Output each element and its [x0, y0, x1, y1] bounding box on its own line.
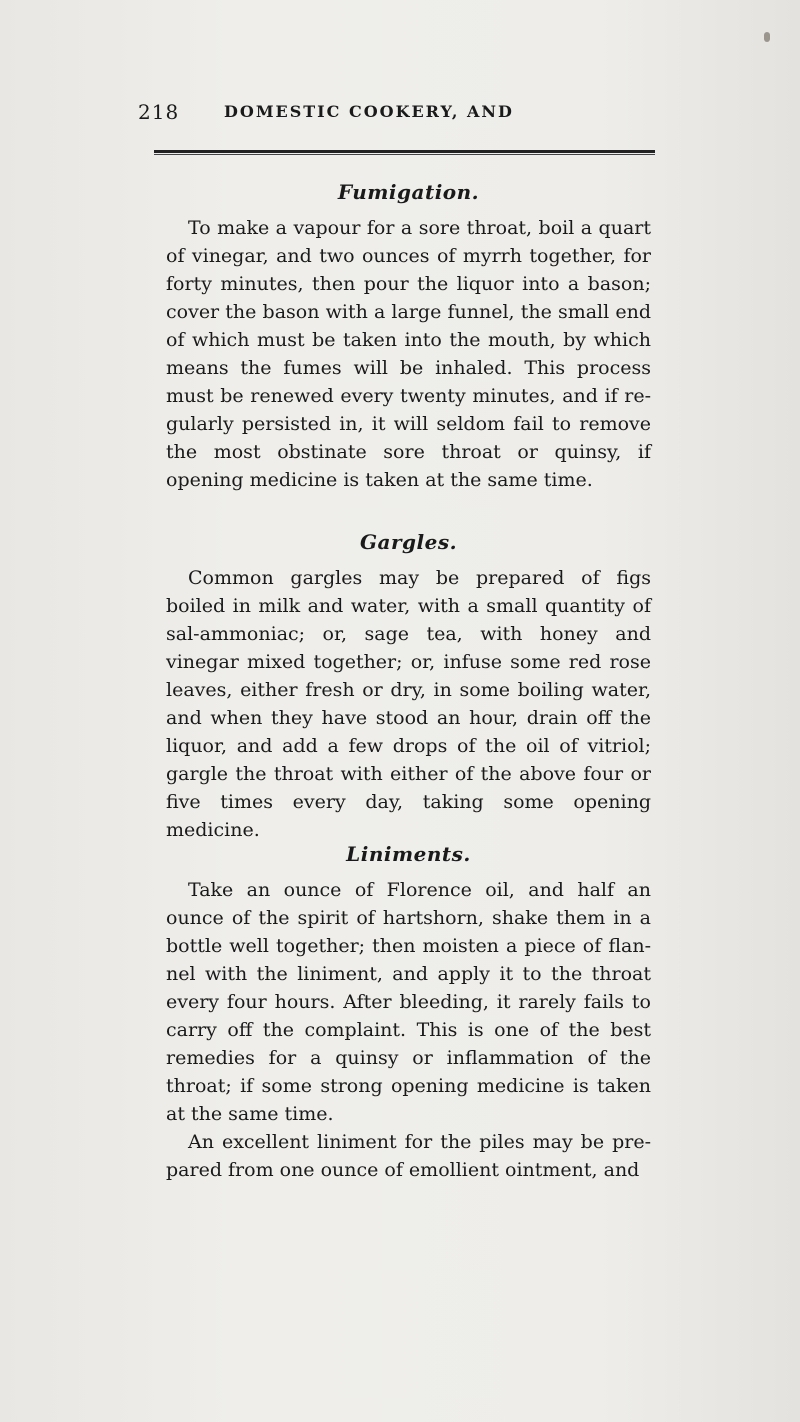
- section-heading: Gargles.: [359, 530, 458, 554]
- section-fumigation: [166, 180, 651, 494]
- section-paragraph: Take an ounce of Florence oil, and half an ounce of the spirit of hartshorn, shake them in a bottle well together; then moisten a piece of flannel with the liniment, and apply it to the throat every four hours. After bleeding, it rarely fails to carry off the complaint. This is one of the best remedies for a quinsy or inflammation of the throat; if some strong opening medicine is taken at the same time.: [166, 879, 651, 1125]
- page-header: [138, 100, 658, 130]
- section-heading: Liniments.: [346, 842, 471, 866]
- header-rule: [154, 150, 655, 155]
- section-paragraph: Common gargles may be prepared of figs boiled in milk and water, with a small quantity of sal-ammoniac; or, sage tea, with honey and vinegar mixed together; or, infuse some red rose leaves, either fresh or dry, in some boiling water, and when they have stood an hour, drain off the liquor, and add a few drops of the oil of vitriol; gargle the throat with either of the above four or five times every day, taking some opening medicine.: [166, 567, 651, 841]
- running-title: DOMESTIC COOKERY, AND: [224, 102, 514, 121]
- section-paragraph: An excellent liniment for the piles may be prepared from one ounce of emollient ointment, and: [166, 1131, 651, 1181]
- ink-speck: [764, 32, 770, 42]
- section-heading: Fumigation.: [337, 180, 480, 204]
- section-gargles: [166, 530, 651, 844]
- section-paragraph: To make a vapour for a sore throat, boil a quart of vinegar, and two ounces of myrrh together, for forty minutes, then pour the liquor into a bason; cover the bason with a large funnel, the small end of which must be taken into the mouth, by which means the fumes will be inhaled. This process must be renewed every twenty minutes, and if regularly persisted in, it will seldom fail to remove the most obstinate sore throat or quinsy, if opening medicine is taken at the same time.: [166, 217, 651, 491]
- section-liniments: [166, 842, 651, 1184]
- page-number: 218: [138, 100, 180, 124]
